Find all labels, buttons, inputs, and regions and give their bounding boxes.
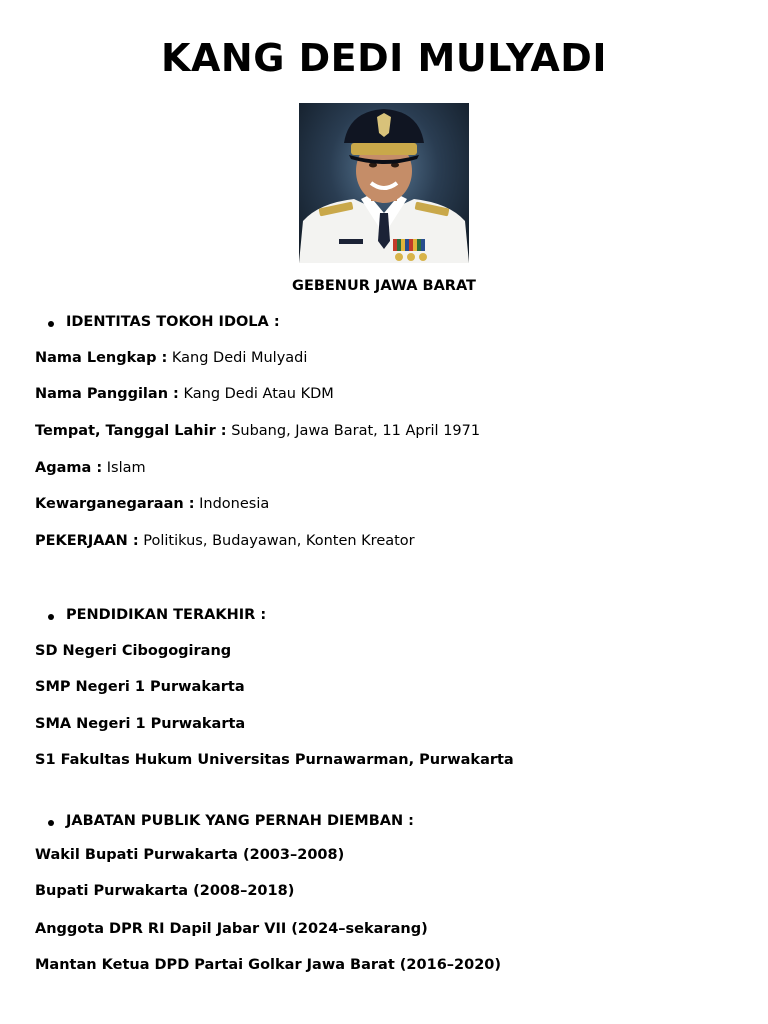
- bullet-icon: [48, 321, 54, 327]
- identity-field-full-name: [35, 350, 307, 366]
- field-value: Islam: [106, 460, 146, 476]
- field-label: Kewarganegaraan :: [35, 496, 195, 512]
- position-item: Bupati Purwakarta (2008–2018): [35, 883, 295, 899]
- field-value: Kang Dedi Mulyadi: [171, 350, 308, 366]
- education-item: SMP Negeri 1 Purwakarta: [35, 679, 245, 695]
- field-label: PEKERJAAN :: [35, 533, 139, 549]
- education-heading-text: PENDIDIKAN TERAKHIR :: [66, 607, 267, 623]
- photo-caption: GEBENUR JAWA BARAT: [292, 278, 476, 294]
- field-value: Politikus, Budayawan, Konten Kreator: [143, 533, 415, 549]
- bullet-icon: [48, 820, 54, 826]
- education-item: S1 Fakultas Hukum Universitas Purnawarman, Purwakarta: [35, 752, 514, 768]
- portrait-illustration: [299, 103, 469, 263]
- field-value: Kang Dedi Atau KDM: [183, 386, 334, 402]
- portrait-photo: [299, 103, 469, 263]
- position-item: Wakil Bupati Purwakarta (2003–2008): [35, 847, 345, 863]
- field-value: Indonesia: [199, 496, 270, 512]
- identity-heading-text: IDENTITAS TOKOH IDOLA :: [66, 314, 280, 330]
- identity-field-occupation: [35, 533, 415, 549]
- field-label: Nama Panggilan :: [35, 386, 179, 402]
- identity-field-nickname: [35, 386, 334, 402]
- education-item: SMA Negeri 1 Purwakarta: [35, 716, 246, 732]
- identity-field-citizenship: [35, 496, 269, 512]
- education-heading: [48, 607, 266, 623]
- page-title: KANG DEDI MULYADI: [161, 36, 607, 80]
- education-item: SD Negeri Cibogogirang: [35, 643, 232, 659]
- positions-heading: [48, 813, 414, 829]
- positions-heading-text: JABATAN PUBLIK YANG PERNAH DIEMBAN :: [66, 813, 414, 829]
- identity-heading: [48, 314, 280, 330]
- field-label: Agama :: [35, 460, 103, 476]
- position-item: Mantan Ketua DPD Partai Golkar Jawa Barat (2016–2020): [35, 957, 502, 973]
- field-value: Subang, Jawa Barat, 11 April 1971: [231, 423, 481, 439]
- identity-field-birth: [35, 423, 480, 439]
- bullet-icon: [48, 614, 54, 620]
- position-item: Anggota DPR RI Dapil Jabar VII (2024–sekarang): [35, 921, 428, 937]
- field-label: Nama Lengkap :: [35, 350, 168, 366]
- field-label: Tempat, Tanggal Lahir :: [35, 423, 227, 439]
- identity-field-religion: [35, 460, 146, 476]
